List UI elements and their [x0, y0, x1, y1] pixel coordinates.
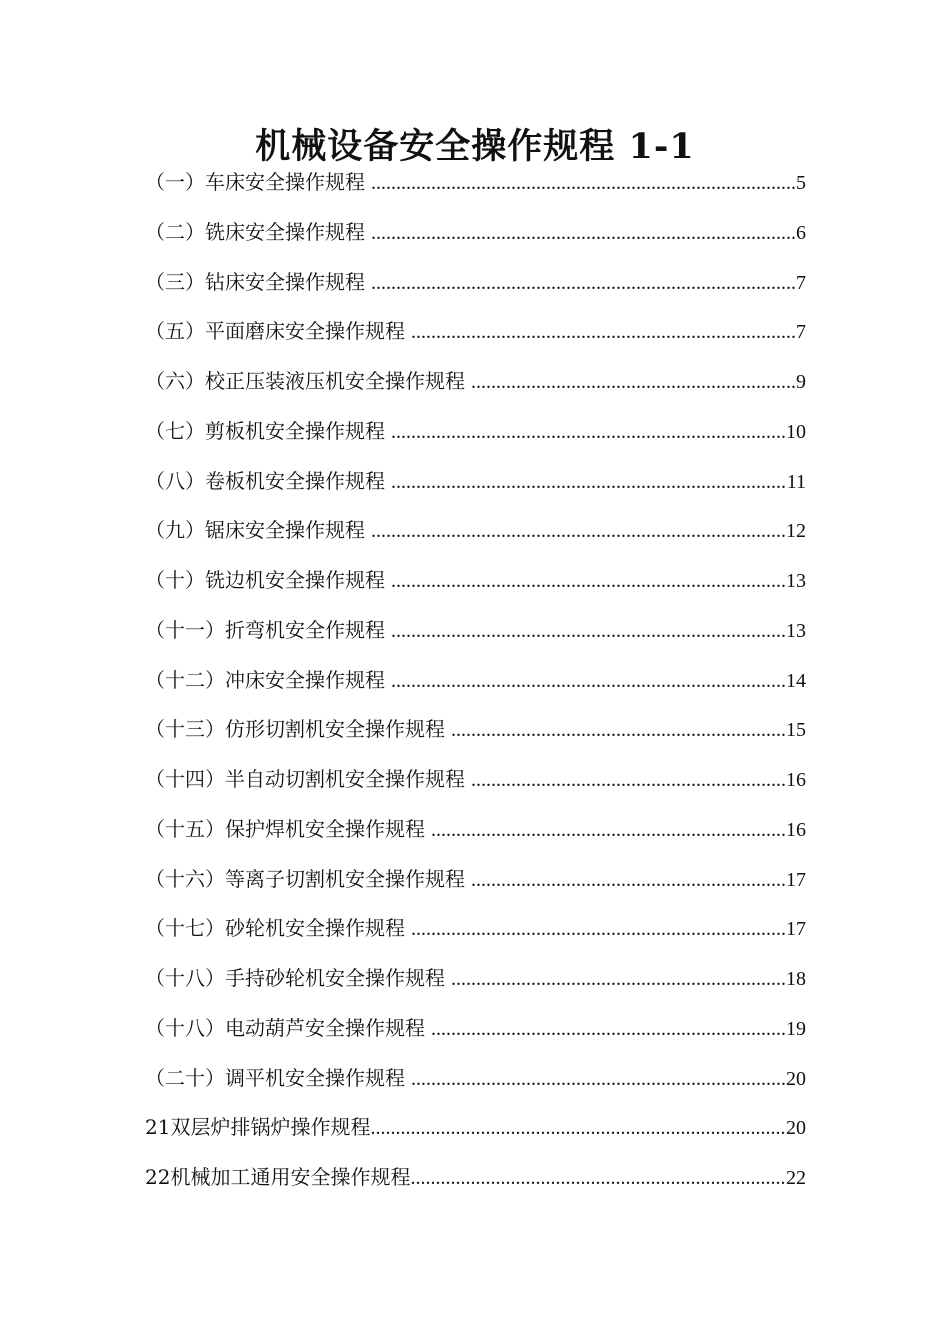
toc-entry-label: （十一）折弯机安全作规程: [145, 617, 385, 642]
toc-page-number: 7: [796, 321, 806, 344]
toc-entry[interactable]: [145, 262, 806, 312]
toc-page-number: 16: [786, 818, 806, 841]
toc-entry[interactable]: [145, 709, 806, 759]
toc-page-number: 18: [786, 968, 806, 990]
toc-leader-dots: [411, 312, 796, 352]
toc-entry-label: （一）车床安全操作规程: [145, 170, 365, 194]
toc-leader-dots: [410, 1158, 786, 1198]
toc-entry[interactable]: [145, 1107, 806, 1157]
toc-entry[interactable]: [145, 162, 806, 212]
toc-entry-label: 22机械加工通用安全操作规程: [145, 1165, 411, 1189]
toc-page-number: 22: [786, 1167, 806, 1189]
toc-entry[interactable]: [145, 311, 806, 361]
toc-entry[interactable]: [145, 1157, 806, 1207]
toc-page-number: 6: [796, 221, 806, 244]
toc-leader-dots: [391, 412, 786, 452]
toc-entry-label: （十二）冲床安全操作规程: [145, 667, 385, 692]
toc-page-number: 13: [786, 570, 806, 592]
toc-page-number: 5: [796, 172, 806, 194]
toc-page-number: 14: [786, 669, 806, 692]
toc-page-number: 10: [786, 420, 806, 443]
toc-leader-dots: [471, 362, 796, 402]
toc-entry-label: （十五）保护焊机安全操作规程: [145, 816, 425, 841]
toc-entry-label: （七）剪板机安全操作规程: [145, 418, 385, 443]
toc-leader-dots: [391, 611, 786, 651]
toc-leader-dots: [431, 810, 786, 850]
toc-entry-label: （五）平面磨床安全操作规程: [145, 319, 405, 344]
toc-leader-dots: [471, 860, 786, 900]
toc-entry[interactable]: [145, 1058, 806, 1108]
toc-entry[interactable]: [145, 958, 806, 1008]
toc-entry[interactable]: [145, 1008, 806, 1058]
toc-page-number: 9: [796, 371, 806, 393]
toc-page-number: 17: [786, 868, 806, 891]
toc-entry-label: （十四）半自动切割机安全操作规程: [145, 767, 465, 791]
toc-entry[interactable]: [145, 610, 806, 660]
toc-leader-dots: [411, 1059, 786, 1099]
toc-entry[interactable]: [145, 859, 806, 909]
toc-entry[interactable]: [145, 908, 806, 958]
toc-page-number: 13: [786, 619, 806, 642]
toc-page-number: 12: [786, 520, 806, 543]
toc-entry-label: （三）钻床安全操作规程: [145, 269, 365, 294]
toc-page-number: 7: [796, 271, 806, 294]
toc-page-number: 16: [786, 769, 806, 791]
toc-page-number: 20: [786, 1067, 806, 1090]
toc-entry[interactable]: [145, 212, 806, 262]
toc-leader-dots: [431, 1009, 786, 1049]
toc-entry-label: （十）铣边机安全操作规程: [145, 568, 385, 592]
toc-leader-dots: [391, 462, 787, 502]
toc-leader-dots: [371, 213, 796, 253]
toc-leader-dots: [411, 909, 786, 949]
toc-entry-label: （六）校正压装液压机安全操作规程: [145, 369, 465, 393]
toc-page-number: 15: [786, 719, 806, 742]
toc-entry-label: （八）卷板机安全操作规程: [145, 468, 385, 493]
toc-entry[interactable]: [145, 759, 806, 809]
toc-leader-dots: [371, 163, 796, 203]
toc-leader-dots: [370, 1108, 786, 1148]
toc-page-number: 17: [786, 918, 806, 941]
toc-entry-label: （二）铣床安全操作规程: [145, 219, 365, 244]
toc-leader-dots: [371, 263, 796, 303]
toc-entry[interactable]: [145, 660, 806, 710]
toc-entry-label: 21双层炉排锅炉操作规程: [145, 1115, 371, 1140]
toc-leader-dots: [371, 511, 786, 551]
toc-entry[interactable]: [145, 510, 806, 560]
toc-leader-dots: [471, 760, 786, 800]
toc-page-number: 19: [786, 1017, 806, 1040]
toc-leader-dots: [451, 959, 786, 999]
document-title: 机械设备安全操作规程 1-1: [255, 126, 695, 168]
toc-entry[interactable]: [145, 560, 806, 610]
toc-entry-label: （二十）调平机安全操作规程: [145, 1065, 405, 1090]
toc-entry-label: （十八）电动葫芦安全操作规程: [145, 1015, 425, 1040]
toc-entry-label: （十八）手持砂轮机安全操作规程: [145, 966, 445, 990]
toc-leader-dots: [451, 710, 786, 750]
toc-page-number: 11: [786, 470, 806, 493]
table-of-contents: [145, 162, 806, 1207]
toc-entry[interactable]: [145, 809, 806, 859]
toc-entry[interactable]: [145, 461, 806, 511]
toc-leader-dots: [391, 661, 786, 701]
toc-entry-label: （十六）等离子切割机安全操作规程: [145, 866, 465, 891]
toc-entry[interactable]: [145, 361, 806, 411]
toc-entry-label: （九）锯床安全操作规程: [145, 518, 365, 543]
toc-entry-label: （十三）仿形切割机安全操作规程: [145, 717, 445, 742]
toc-leader-dots: [391, 561, 786, 601]
toc-entry-label: （十七）砂轮机安全操作规程: [145, 916, 405, 941]
toc-entry[interactable]: [145, 411, 806, 461]
toc-page-number: 20: [786, 1117, 806, 1140]
